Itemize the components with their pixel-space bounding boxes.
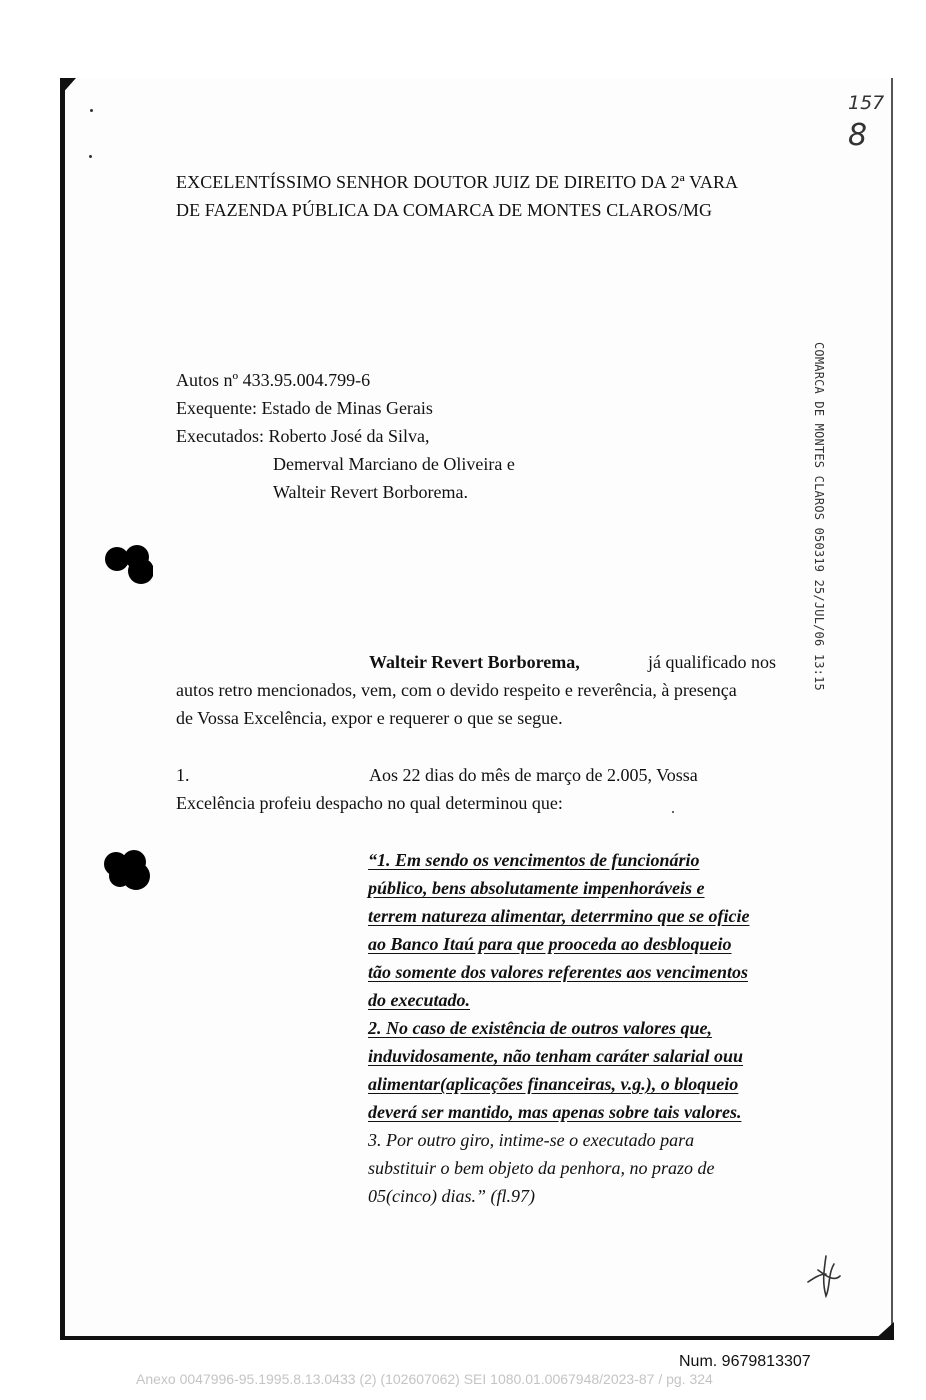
quote-line: “1. Em sendo os vencimentos de funcionário [368,850,700,870]
petitioner-name: Walteir Revert Borborema, [369,652,580,672]
quote-line: tão somente dos valores referentes aos vencimentos [368,962,748,982]
quote-line: substituir o bem objeto da penhora, no prazo de [368,1158,715,1178]
defendant-1: Executados: Roberto José da Silva, [176,426,430,446]
paragraph-1 [176,761,776,817]
punch-hole-upper [103,543,153,587]
quote-line: 3. Por outro giro, intime-se o executado para [368,1130,695,1150]
handwritten-page-number: 157 [848,92,885,114]
quote-line: terrem natureza alimentar, deterrmino que se oficie [368,906,750,926]
intro-line-2: autos retro mencionados, vem, com o devido respeito e reverência, à presença [176,680,737,700]
defendant-3: Walteir Revert Borborema. [273,482,468,502]
protocol-stamp: COMARCA DE MONTES CLAROS 050319 25/JUL/06 13:15 [812,342,826,691]
quote-line: deverá ser mantido, mas apenas sobre tais valores. [368,1102,742,1122]
quote-line: 05(cinco) dias.” (fl.97) [368,1186,535,1206]
scan-speck [90,109,93,112]
paragraph-1-line-1: Aos 22 dias do mês de março de 2.005, Vossa [369,765,698,785]
quote-line: ao Banco Itaú para que prooceda ao desbloqueio [368,934,732,954]
case-number: Autos nº 433.95.004.799-6 [176,370,371,390]
intro-line-3: de Vossa Excelência, expor e requerer o que se segue. [176,708,563,728]
case-info [176,366,515,506]
intro-paragraph [176,648,776,732]
paragraph-1-line-2: Excelência profeiu despacho no qual determinou que: [176,793,563,813]
quote-line: induvidosamente, não tenham caráter salarial ouu [368,1046,744,1066]
paragraph-number: 1. [176,765,190,785]
handwritten-initial: 8 [848,118,868,153]
scan-edge-bottom [60,1336,894,1340]
document-id: Num. 9679813307 [679,1353,811,1370]
heading-line-2: DE FAZENDA PÚBLICA DA COMARCA DE MONTES CLAROS/MG [176,200,713,220]
plaintiff: Exequente: Estado de Minas Gerais [176,398,433,418]
quote-line: alimentar(aplicações financeiras, v.g.), o bloqueio [368,1074,739,1094]
heading-line-1: EXCELENTÍSSIMO SENHOR DOUTOR JUIZ DE DIREITO DA 2ª VARA [176,172,739,192]
document-heading [176,168,738,224]
signature-rubric [804,1252,842,1300]
punch-hole-lower [102,848,152,892]
defendant-2: Demerval Marciano de Oliveira e [273,454,515,474]
intro-line-1: já qualificado nos [648,652,776,672]
source-reference: Anexo 0047996-95.1995.8.13.0433 (2) (102607062) SEI 1080.01.0067948/2023-87 / pg. 324 [136,1371,713,1387]
scan-edge-left [60,78,65,1340]
scan-edge-right [891,78,893,1340]
quote-line: público, bens absolutamente impenhoráveis e [368,878,705,898]
scan-speck [89,155,92,158]
quote-line: 2. No caso de existência de outros valores que, [368,1018,712,1038]
quoted-order [368,846,776,1210]
quote-line: do executado. [368,990,470,1010]
